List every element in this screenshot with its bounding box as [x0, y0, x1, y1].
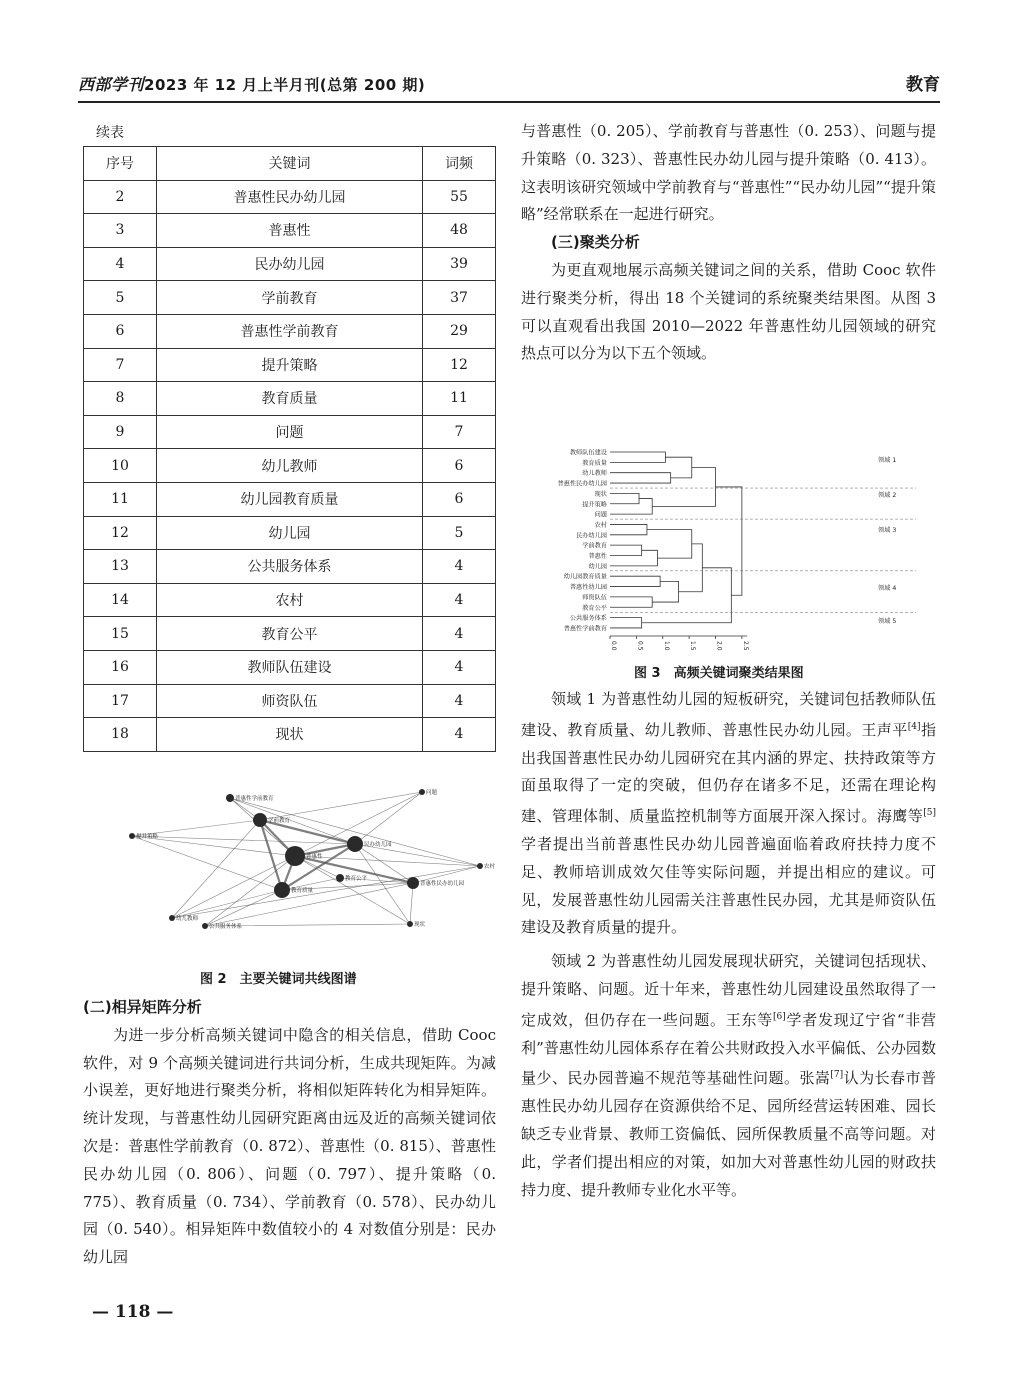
table-cell: 师资队伍: [157, 684, 423, 718]
dendrogram-branch: [665, 457, 691, 478]
network-edge: [172, 820, 260, 918]
table-cell: 14: [84, 583, 157, 617]
table-cell: 12: [84, 516, 157, 550]
table-caption: 续表: [96, 125, 124, 141]
dendrogram-branch: [716, 487, 742, 595]
dendrogram-leaf-label: 教师队伍建设: [569, 449, 607, 457]
network-node-label: 普惠性民办幼儿园: [420, 881, 465, 887]
dendrogram-leaf-label: 教育质量: [582, 459, 607, 467]
network-node-label: 学前教育: [268, 818, 291, 824]
network-node: [274, 882, 290, 898]
domain2-text-b: 学者发现辽宁省“非营利”普惠性幼儿园体系存在着公共财政投入水平偏低、公办园数量少、民办园普遍不规范等基础性问题。张嵩: [521, 1010, 936, 1088]
table-cell: 提升策略: [157, 348, 423, 382]
page-number: — 118 —: [92, 1302, 174, 1322]
right-column-top: [521, 118, 936, 368]
table-cell: 普惠性民办幼儿园: [157, 180, 423, 214]
network-edge: [355, 844, 410, 924]
table-cell: 普惠性: [157, 214, 423, 248]
network-edge: [355, 792, 422, 844]
cluster-dendrogram-figure: [528, 440, 920, 658]
domain1-text-b: 指出我国普惠性民办幼儿园研究在其内涵的界定、扶持政策等方面虽取得了一定的突破，但仍存在诸多不足，还需在理论构建、管理体制、质量监控机制等方面展开深入探讨。海鹰等: [521, 720, 936, 826]
table-row: [84, 550, 496, 584]
domain2-paragraph: [521, 948, 936, 1204]
domain-label: 领域 2: [878, 492, 897, 499]
dendrogram-leaf-label: 普惠性幼儿园: [569, 584, 607, 592]
table-cell: 16: [84, 650, 157, 684]
table-row: [84, 382, 496, 416]
continuation-paragraph: 与普惠性（0. 205）、学前教育与普惠性（0. 253）、问题与提升策略（0. 323）、普惠性民办幼儿园与提升策略（0. 413）。这表明该研究领域中学前教育与“普惠性”“民办幼儿园”“提升策略”经常联系在一起进行研究。: [521, 122, 936, 224]
network-node: [407, 877, 419, 889]
dendrogram-branch: [679, 544, 703, 592]
table-cell: 7: [423, 415, 496, 449]
table-cell: 民办幼儿园: [157, 247, 423, 281]
network-node-label: 公共服务体系: [209, 924, 243, 930]
table-cell: 6: [423, 449, 496, 483]
dendrogram-leaf-label: 师资队伍: [582, 594, 607, 602]
dendrogram-leaf-label: 普惠性民办幼儿园: [557, 480, 607, 488]
table-cell: 幼儿园: [157, 516, 423, 550]
table-row: [84, 482, 496, 516]
citation-4: [4]: [907, 721, 921, 732]
x-tick-label: 0.5: [636, 641, 644, 651]
table-row: [84, 415, 496, 449]
network-node: [226, 794, 234, 802]
table-row: [84, 348, 496, 382]
network-node-label: 教育公平: [345, 876, 368, 882]
dendrogram-leaf-label: 学前教育: [582, 542, 607, 550]
dendrogram-branch: [610, 473, 671, 483]
table-cell: 公共服务体系: [157, 550, 423, 584]
domain-label: 领域 4: [878, 585, 897, 592]
dendrogram-leaf-label: 普惠性学前教育: [563, 625, 607, 633]
domain2-text-c: 认为长春市普惠性民办幼儿园存在资源供给不足、园所经营运转困难、园长缺乏专业背景、教师工资偏低、园所保教质量不高等问题。对此，学者们提出相应的对策，如加大对普惠性幼儿园的财政扶持力度、提升教师专业化水平等。: [521, 1069, 936, 1199]
table-row: [84, 281, 496, 315]
network-node-label: 民办幼儿园: [364, 842, 392, 848]
table-row: [84, 650, 496, 684]
table-cell: 8: [84, 382, 157, 416]
x-tick-label: 0.0: [610, 641, 617, 651]
dendrogram-branch: [610, 524, 647, 534]
citation-7: [7]: [830, 1070, 844, 1081]
dendrogram-leaf-label: 现状: [594, 490, 607, 498]
dendrogram-leaf-label: 提升策略: [582, 501, 607, 509]
cluster-paragraph: 为更直观地展示高频关键词之间的关系，借助 Cooc 软件进行聚类分析，得出 18 个关键词的系统聚类结果图。从图 3 可以直观看出我国 2010—2022 年普惠性幼儿园领域的研究热点可以分为以下五个领域。: [521, 260, 936, 363]
domain-label: 领域 1: [878, 457, 897, 464]
dendrogram-leaf-label: 普惠性: [588, 553, 607, 560]
table-cell: 4: [423, 617, 496, 651]
table-row: [84, 516, 496, 550]
dendrogram-leaf-label: 公共服务体系: [569, 615, 607, 623]
dendrogram-branch: [610, 550, 657, 566]
table-row: [84, 214, 496, 248]
x-tick-label: 1.5: [689, 641, 697, 651]
table-row: [84, 718, 496, 752]
table-row: [84, 180, 496, 214]
table-cell: 幼儿教师: [157, 449, 423, 483]
journal-info: [78, 72, 425, 95]
table-cell: 12: [423, 348, 496, 382]
table-cell: 4: [423, 718, 496, 752]
table-row: [84, 314, 496, 348]
dendrogram-branch: [610, 499, 652, 515]
column-header: 关键词: [157, 147, 423, 181]
figure2-caption: 图 2 主要关键词共线图谱: [200, 972, 357, 987]
header-rule: [78, 101, 940, 103]
table-cell: 15: [84, 617, 157, 651]
table-cell: 55: [423, 180, 496, 214]
dendrogram-leaf-label: 问题: [594, 511, 607, 519]
x-tick-label: 2.0: [715, 641, 723, 651]
page-header: [78, 70, 940, 100]
network-node: [407, 921, 413, 927]
table-cell: 教师队伍建设: [157, 650, 423, 684]
dendrogram-branch: [610, 493, 639, 503]
issue-info: 2023 年 12 月上半月刊(总第 200 期): [144, 76, 426, 94]
network-node: [169, 915, 175, 921]
table-cell: 18: [84, 718, 157, 752]
section-name: 教育: [906, 75, 940, 95]
network-edge: [172, 866, 480, 918]
figure3-caption: 图 3 高频关键词聚类结果图: [634, 666, 804, 681]
cooccurrence-network-figure: [110, 778, 496, 958]
domain2-text-a: 领域 2 为普惠性幼儿园发展现状研究，关键词包括现状、提升策略、问题。近十年来，普惠性幼儿园建设虽然取得了一定成效，但仍存在一些问题。王东等: [521, 952, 936, 1029]
network-edge: [172, 890, 282, 918]
table-cell: 学前教育: [157, 281, 423, 315]
table-row: [84, 617, 496, 651]
network-edge: [230, 798, 480, 866]
table-cell: 11: [423, 382, 496, 416]
table-cell: 普惠性学前教育: [157, 314, 423, 348]
table-cell: 10: [84, 449, 157, 483]
citation-6: [6]: [773, 1011, 786, 1022]
table-cell: 5: [423, 516, 496, 550]
network-node: [336, 874, 344, 882]
dendrogram-branch: [610, 618, 642, 628]
network-node: [129, 833, 135, 839]
right-column-bottom: [521, 686, 936, 1204]
dendrogram-leaf-label: 幼儿园: [588, 563, 607, 571]
table-cell: 37: [423, 281, 496, 315]
network-node-label: 提升策略: [136, 834, 159, 840]
network-node: [419, 789, 425, 795]
table-cell: 48: [423, 214, 496, 248]
table-cell: 4: [84, 247, 157, 281]
dendrogram-branch: [610, 545, 642, 555]
network-node: [202, 923, 208, 929]
dendrogram-branch: [610, 452, 665, 462]
network-node: [347, 836, 363, 852]
network-node-label: 普惠性学前教育: [235, 796, 274, 802]
domain-label: 领域 5: [878, 618, 897, 625]
network-node-label: 问题: [426, 790, 438, 796]
section-title-dissimilarity: (二)相异矩阵分析: [83, 998, 202, 1016]
network-node-label: 幼儿教师: [176, 916, 199, 922]
table-row: [84, 583, 496, 617]
table-body: [84, 180, 496, 751]
dendrogram-leaf-label: 民办幼儿园: [576, 532, 607, 540]
table-cell: 6: [423, 482, 496, 516]
table-cell: 2: [84, 180, 157, 214]
table-cell: 4: [423, 550, 496, 584]
dendrogram-branch: [610, 576, 660, 586]
network-node: [253, 813, 267, 827]
dendrogram-branch: [647, 530, 692, 558]
dendrogram-branch: [652, 468, 715, 507]
table-cell: 3: [84, 214, 157, 248]
network-node-label: 教育质量: [291, 888, 314, 894]
dendrogram-branch: [652, 581, 678, 602]
table-cell: 4: [423, 684, 496, 718]
dissimilarity-paragraph: 为进一步分析高频关键词中隐含的相关信息，借助 Cooc 软件，对 9 个高频关键词进行共词分析，生成共现矩阵。为减小误差，更好地进行聚类分析，将相似矩阵转化为相异矩阵。统计发现，与普惠性幼儿园研究距离由远及近的高频关键词依次是：普惠性学前教育（0. 872）、普惠性（0. 815）、普惠性民办幼儿园（0. 806）、问题（0. 797）、提升策略（0. 775）、教育质量（0. 734）、学前教育（0. 578）、民办幼儿园（0. 540）。相异矩阵中数值较小的 4 对数值分别是：民办幼儿园: [83, 1025, 496, 1267]
table-cell: 6: [84, 314, 157, 348]
domain-label: 领域 3: [878, 527, 897, 534]
table-row: [84, 684, 496, 718]
table-cell: 问题: [157, 415, 423, 449]
network-node-label: 农村: [484, 864, 496, 870]
dendrogram-leaf-label: 农村: [594, 521, 607, 529]
table-cell: 9: [84, 415, 157, 449]
table-row: [84, 247, 496, 281]
table-cell: 11: [84, 482, 157, 516]
column-header: 序号: [84, 147, 157, 181]
x-tick-label: 1.0: [662, 641, 670, 651]
table-cell: 现状: [157, 718, 423, 752]
x-tick-label: 2.5: [741, 641, 749, 651]
dendrogram-leaf-label: 教育公平: [582, 604, 607, 612]
table-cell: 幼儿园教育质量: [157, 482, 423, 516]
network-node: [285, 846, 305, 866]
table-cell: 5: [84, 281, 157, 315]
journal-logo: 西部学刊: [78, 75, 145, 94]
network-node: [477, 863, 483, 869]
table-cell: 7: [84, 348, 157, 382]
keyword-frequency-table: [83, 146, 496, 752]
table-cell: 13: [84, 550, 157, 584]
table-row: [84, 449, 496, 483]
table-cell: 教育质量: [157, 382, 423, 416]
network-edge: [260, 792, 422, 820]
table-cell: 教育公平: [157, 617, 423, 651]
network-edge: [410, 883, 413, 924]
table-cell: 农村: [157, 583, 423, 617]
column-header: 词频: [423, 147, 496, 181]
domain1-text-c: 学者提出当前普惠性民办幼儿园普遍面临着政府扶持力度不足、教师培训成效欠佳等实际问题，并提出相应的建议。可见，发展普惠性幼儿园需关注普惠性民办园，尤其是师资队伍建设及教育质量的提升。: [521, 834, 936, 937]
dendrogram-leaf-label: 幼儿教师: [582, 470, 607, 478]
network-node-label: 现状: [414, 922, 426, 928]
citation-5: [5]: [923, 808, 936, 819]
network-edge: [230, 798, 355, 844]
domain1-text-a: 领域 1 为普惠性幼儿园的短板研究，关键词包括教师队伍建设、教育质量、幼儿教师、普惠性民办幼儿园。王声平: [521, 690, 936, 739]
network-edge: [132, 836, 282, 890]
table-cell: 39: [423, 247, 496, 281]
table-cell: 4: [423, 650, 496, 684]
table-cell: 4: [423, 583, 496, 617]
table-header-row: [84, 147, 496, 181]
section-title-cluster: (三)聚类分析: [551, 233, 640, 252]
domain1-paragraph: [521, 686, 936, 942]
table-cell: 17: [84, 684, 157, 718]
left-column: [83, 994, 496, 1272]
dendrogram-leaf-label: 幼儿园教育质量: [563, 573, 607, 581]
table-cell: 29: [423, 314, 496, 348]
network-node-label: 普惠性: [306, 854, 323, 860]
dendrogram-branch: [610, 597, 652, 607]
